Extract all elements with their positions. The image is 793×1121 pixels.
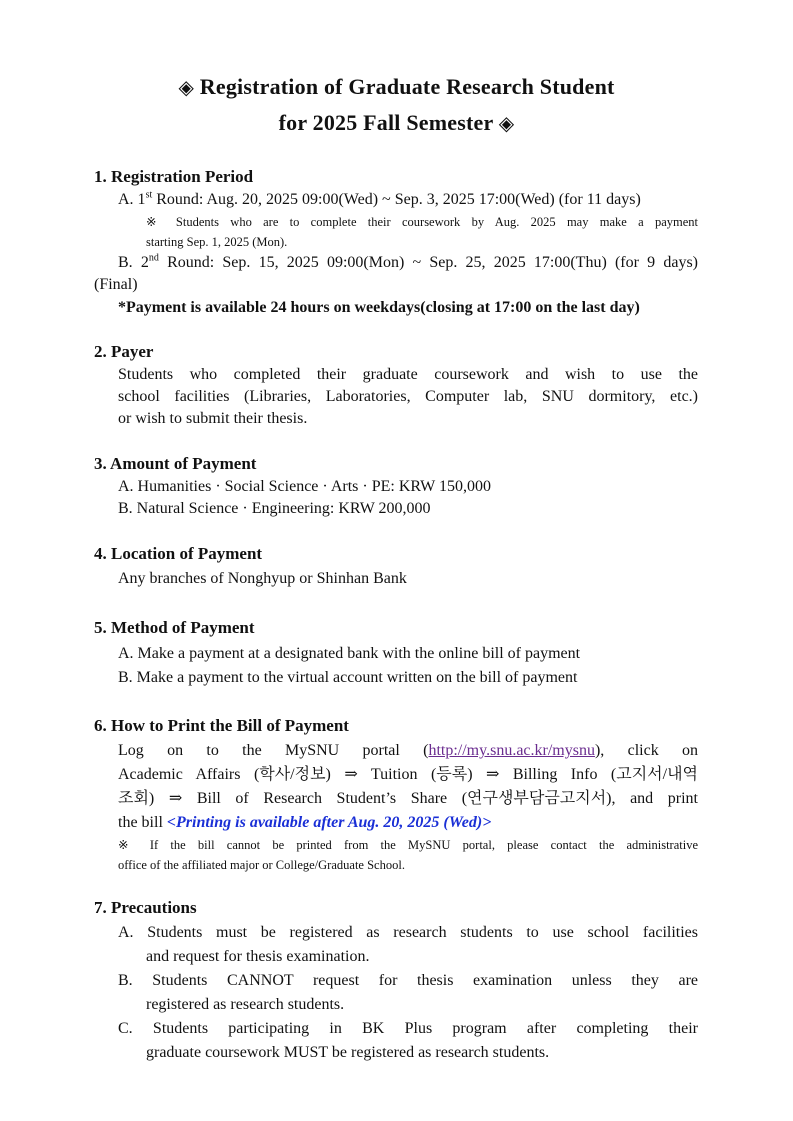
section-6-heading: 6. How to Print the Bill of Payment xyxy=(94,716,349,735)
diamond-icon: ◈ xyxy=(178,75,195,99)
amount-item-a: A. Humanities · Social Science · Arts · PE: KRW 150,000 xyxy=(118,478,491,495)
method-item-b: B. Make a payment to the virtual account written on the bill of payment xyxy=(118,669,578,686)
round-1-sup: st xyxy=(145,189,153,201)
diamond-icon: ◈ xyxy=(498,111,515,135)
precaution-a-line1: A. Students must be registered as research students to use school facilities xyxy=(118,924,698,941)
round-1-item xyxy=(118,190,641,210)
payer-text-line3: or wish to submit their thesis. xyxy=(118,410,308,427)
section-1-heading: 1. Registration Period xyxy=(94,167,254,186)
print-note-line1: ※ If the bill cannot be printed from the MySNU portal, please contact the administrative xyxy=(118,838,698,852)
print-instructions-line1 xyxy=(118,741,698,761)
location-text: Any branches of Nonghyup or Shinhan Bank xyxy=(118,570,407,587)
document-title-line1 xyxy=(0,74,793,100)
round-1-note-line1: ※ Students who are to complete their coursework by Aug. 2025 may make a payment xyxy=(146,215,698,229)
print-line4-pre: the bill xyxy=(118,814,167,831)
section-4-heading: 4. Location of Payment xyxy=(94,544,263,563)
print-instructions-line2: Academic Affairs (학사/정보) ⇒ Tuition (등록) ⇒ Billing Info (고지서/내역 xyxy=(118,766,698,783)
print-note-line2: office of the affiliated major or College/Graduate School. xyxy=(118,858,405,872)
print-instructions-line3: 조회) ⇒ Bill of Research Student’s Share (연구생부담금고지서), and print xyxy=(118,790,698,807)
title-text-1: Registration of Graduate Research Student xyxy=(199,74,615,99)
round-1-note-line2: starting Sep. 1, 2025 (Mon). xyxy=(146,235,288,249)
round-1-label: A. 1 xyxy=(118,191,146,208)
round-2-item xyxy=(118,253,698,273)
document-title-line2 xyxy=(0,110,793,136)
payer-text-line2: school facilities (Libraries, Laboratories, Computer lab, SNU dormitory, etc.) xyxy=(118,388,698,405)
precaution-a-line2: and request for thesis examination. xyxy=(146,948,370,965)
precaution-c-line1: C. Students participating in BK Plus program after completing their xyxy=(118,1020,698,1037)
round-2-final: (Final) xyxy=(94,276,138,293)
precaution-b-line1: B. Students CANNOT request for thesis examination unless they are xyxy=(118,972,698,989)
print-instructions-line4 xyxy=(118,813,491,833)
payer-text-line1: Students who completed their graduate coursework and wish to use the xyxy=(118,366,698,383)
round-2-text: Round: Sep. 15, 2025 09:00(Mon) ~ Sep. 25, 2025 17:00(Thu) (for 9 days) xyxy=(158,254,699,271)
print-line1-post: ), click on xyxy=(594,742,698,759)
mysnu-portal-link[interactable]: http://my.snu.ac.kr/mysnu xyxy=(428,742,595,759)
section-3-heading: 3. Amount of Payment xyxy=(94,454,257,473)
amount-item-b: B. Natural Science · Engineering: KRW 200,000 xyxy=(118,500,431,517)
section-7-heading: 7. Precautions xyxy=(94,898,197,917)
section-5-heading: 5. Method of Payment xyxy=(94,618,255,637)
title-text-2: for 2025 Fall Semester xyxy=(278,110,494,135)
round-1-text: Round: Aug. 20, 2025 09:00(Wed) ~ Sep. 3, 2025 17:00(Wed) (for 11 days) xyxy=(152,191,641,208)
payment-availability-note: *Payment is available 24 hours on weekdays(closing at 17:00 on the last day) xyxy=(118,299,640,316)
method-item-a: A. Make a payment at a designated bank with the online bill of payment xyxy=(118,645,581,662)
precaution-c-line2: graduate coursework MUST be registered as research students. xyxy=(146,1044,550,1061)
section-2-heading: 2. Payer xyxy=(94,342,154,361)
round-2-sup: nd xyxy=(148,252,159,264)
precaution-b-line2: registered as research students. xyxy=(146,996,345,1013)
print-line1-pre: Log on to the MySNU portal ( xyxy=(118,742,429,759)
printing-availability-note: <Printing is available after Aug. 20, 2025 (Wed)> xyxy=(166,814,492,831)
round-2-label: B. 2 xyxy=(118,254,149,271)
